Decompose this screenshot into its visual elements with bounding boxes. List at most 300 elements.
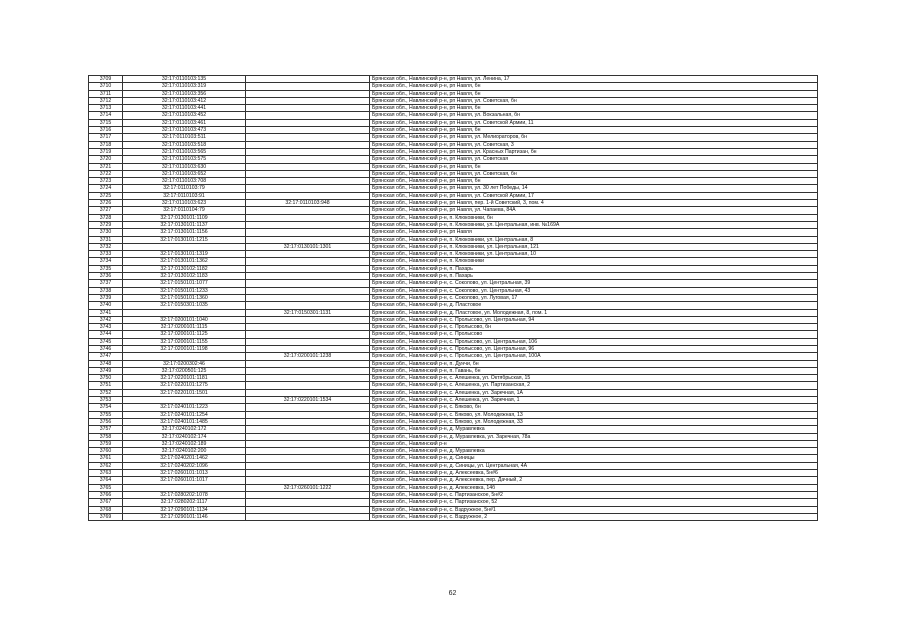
table-row (89, 440, 818, 447)
table-row (89, 513, 818, 520)
table-row (89, 448, 818, 455)
cadastral-number-cell (123, 353, 246, 360)
table-row (89, 134, 818, 141)
table-row (89, 141, 818, 148)
table-row (89, 506, 818, 513)
table-row (89, 105, 818, 112)
table-row (89, 353, 818, 360)
address-cell: Брянская обл., Навлинский р-н, д. Алексеевка, 14б (370, 484, 818, 491)
cadastral-number-cell: 32:17:0130102:1183 (123, 273, 246, 280)
address-cell: Брянская обл., Навлинский р-н, п. Клюковники, бн (370, 214, 818, 221)
cadastral-number-cell: 32:17:0130101:1215 (123, 236, 246, 243)
previous-cadastral-number-cell (246, 287, 370, 294)
table-row (89, 389, 818, 396)
cadastral-number-cell: 32:17:0200501:125 (123, 367, 246, 374)
cadastral-number-cell: 32:17:0240102:172 (123, 426, 246, 433)
previous-cadastral-number-cell (246, 163, 370, 170)
row-number-cell: 3716 (89, 127, 123, 134)
table-row (89, 97, 818, 104)
table-row (89, 462, 818, 469)
row-number-cell: 3730 (89, 229, 123, 236)
row-number-cell: 3762 (89, 462, 123, 469)
address-cell: Брянская обл., Навлинский р-н, п. Клюковники, ул. Центральная, 10 (370, 251, 818, 258)
cadastral-number-cell: 32:17:0200302:46 (123, 360, 246, 367)
previous-cadastral-number-cell (246, 214, 370, 221)
address-cell: Брянская обл., Навлинский р-н, рп Навля, бн (370, 163, 818, 170)
table-row (89, 214, 818, 221)
row-number-cell: 3751 (89, 382, 123, 389)
address-cell: Брянская обл., Навлинский р-н, д. Алексеевка, 5н#6 (370, 470, 818, 477)
address-cell: Брянская обл., Навлинский р-н, д. Пластовое (370, 302, 818, 309)
address-cell: Брянская обл., Навлинский р-н, д. Алексеевка, пер. Дачный, 2 (370, 477, 818, 484)
address-cell: Брянская обл., Навлинский р-н, д. Пластовое, ул. Молодежная, 8, пом. 1 (370, 309, 818, 316)
row-number-cell: 3720 (89, 156, 123, 163)
table-row (89, 185, 818, 192)
previous-cadastral-number-cell (246, 440, 370, 447)
address-cell: Брянская обл., Навлинский р-н, рп Навля, ул. Ленина, 17 (370, 76, 818, 83)
cadastral-number-cell: 32:17:0240101:1254 (123, 411, 246, 418)
previous-cadastral-number-cell (246, 127, 370, 134)
registry-table (88, 75, 818, 521)
address-cell: Брянская обл., Навлинский р-н, рп Навля, бн (370, 127, 818, 134)
address-cell: Брянская обл., Навлинский р-н, с. Вздружное, 2 (370, 513, 818, 520)
address-cell: Брянская обл., Навлинский р-н, с. Пролысово, бн (370, 324, 818, 331)
row-number-cell: 3726 (89, 200, 123, 207)
row-number-cell: 3768 (89, 506, 123, 513)
row-number-cell: 3741 (89, 309, 123, 316)
table-row (89, 192, 818, 199)
row-number-cell: 3743 (89, 324, 123, 331)
cadastral-number-cell: 32:17:0110103:135 (123, 76, 246, 83)
previous-cadastral-number-cell (246, 185, 370, 192)
row-number-cell: 3727 (89, 207, 123, 214)
address-cell: Брянская обл., Навлинский р-н, с. Алешенка, ул. Октябрьская, 15 (370, 375, 818, 382)
cadastral-number-cell: 32:17:0130101:1137 (123, 221, 246, 228)
previous-cadastral-number-cell (246, 192, 370, 199)
table-row (89, 360, 818, 367)
address-cell: Брянская обл., Навлинский р-н, с. Вздружное, 5н#1 (370, 506, 818, 513)
cadastral-number-cell: 32:17:0240202:1096 (123, 462, 246, 469)
address-cell: Брянская обл., Навлинский р-н, п. Гавань, бн (370, 367, 818, 374)
previous-cadastral-number-cell (246, 280, 370, 287)
row-number-cell: 3733 (89, 251, 123, 258)
address-cell: Брянская обл., Навлинский р-н, д. Синицы, ул. Центральная, 4А (370, 462, 818, 469)
previous-cadastral-number-cell (246, 273, 370, 280)
previous-cadastral-number-cell (246, 470, 370, 477)
address-cell: Брянская обл., Навлинский р-н, п. Клюковники, ул. Центральная, 8 (370, 236, 818, 243)
cadastral-number-cell: 32:17:0220101:1275 (123, 382, 246, 389)
previous-cadastral-number-cell (246, 382, 370, 389)
previous-cadastral-number-cell (246, 236, 370, 243)
address-cell: Брянская обл., Навлинский р-н, д. Муравлевка (370, 426, 818, 433)
previous-cadastral-number-cell (246, 119, 370, 126)
row-number-cell: 3752 (89, 389, 123, 396)
previous-cadastral-number-cell (246, 389, 370, 396)
cadastral-number-cell: 32:17:0280202:1078 (123, 491, 246, 498)
address-cell: Брянская обл., Навлинский р-н, д. Муравлевка (370, 448, 818, 455)
table-row (89, 418, 818, 425)
address-cell: Брянская обл., Навлинский р-н, с. Алешенка, ул. Партизанская, 2 (370, 382, 818, 389)
cadastral-number-cell (123, 397, 246, 404)
row-number-cell: 3721 (89, 163, 123, 170)
table-row (89, 375, 818, 382)
row-number-cell: 3729 (89, 221, 123, 228)
address-cell: Брянская обл., Навлинский р-н, с. Соколово, ул. Центральная, 43 (370, 287, 818, 294)
cadastral-number-cell: 32:17:0150101:1233 (123, 287, 246, 294)
cadastral-number-cell: 32:17:0200101:1198 (123, 345, 246, 352)
cadastral-number-cell: 32:17:0290101:1134 (123, 506, 246, 513)
row-number-cell: 3725 (89, 192, 123, 199)
table-row (89, 426, 818, 433)
cadastral-number-cell: 32:17:0110103:356 (123, 90, 246, 97)
address-cell: Брянская обл., Навлинский р-н, рп Навля, ул. Красных Партизан, бн (370, 148, 818, 155)
address-cell: Брянская обл., Навлинский р-н, с. Партизанское, 52 (370, 499, 818, 506)
row-number-cell: 3710 (89, 83, 123, 90)
previous-cadastral-number-cell (246, 302, 370, 309)
previous-cadastral-number-cell (246, 404, 370, 411)
row-number-cell: 3723 (89, 178, 123, 185)
table-row (89, 178, 818, 185)
previous-cadastral-number-cell: 32:17:0150301:1131 (246, 309, 370, 316)
row-number-cell: 3712 (89, 97, 123, 104)
cadastral-number-cell: 32:17:0110103:412 (123, 97, 246, 104)
cadastral-number-cell: 32:17:0110103:441 (123, 105, 246, 112)
previous-cadastral-number-cell (246, 265, 370, 272)
row-number-cell: 3736 (89, 273, 123, 280)
previous-cadastral-number-cell (246, 294, 370, 301)
table-row (89, 265, 818, 272)
cadastral-number-cell: 32:17:0110103:630 (123, 163, 246, 170)
table-row (89, 309, 818, 316)
cadastral-number-cell: 32:17:0150301:1035 (123, 302, 246, 309)
previous-cadastral-number-cell: 32:17:0110103:948 (246, 200, 370, 207)
cadastral-number-cell: 32:17:0110103:652 (123, 170, 246, 177)
address-cell: Брянская обл., Навлинский р-н, рп Навля, ул. Советская, бн (370, 170, 818, 177)
cadastral-number-cell: 32:17:0240102:200 (123, 448, 246, 455)
address-cell: Брянская обл., Навлинский р-н, с. Бяково, бн (370, 404, 818, 411)
cadastral-number-cell: 32:17:0280202:1117 (123, 499, 246, 506)
address-cell: Брянская обл., Навлинский р-н, рп Навля, бн (370, 105, 818, 112)
table-row (89, 294, 818, 301)
cadastral-number-cell (123, 484, 246, 491)
previous-cadastral-number-cell (246, 156, 370, 163)
cadastral-number-cell: 32:17:0200101:1155 (123, 338, 246, 345)
table-row (89, 367, 818, 374)
table-row (89, 163, 818, 170)
address-cell: Брянская обл., Навлинский р-н, д. Муравлевка, ул. Заречная, 78а (370, 433, 818, 440)
address-cell: Брянская обл., Навлинский р-н, п. Клюковники, ул. Центральная, 121 (370, 243, 818, 250)
table-row (89, 484, 818, 491)
previous-cadastral-number-cell (246, 251, 370, 258)
row-number-cell: 3719 (89, 148, 123, 155)
address-cell: Брянская обл., Навлинский р-н, п. Клюковники (370, 258, 818, 265)
row-number-cell: 3715 (89, 119, 123, 126)
table-row (89, 404, 818, 411)
row-number-cell: 3742 (89, 316, 123, 323)
table-row (89, 90, 818, 97)
address-cell: Брянская обл., Навлинский р-н, с. Пролысово, ул. Центральная, 106 (370, 338, 818, 345)
previous-cadastral-number-cell (246, 345, 370, 352)
address-cell: Брянская обл., Навлинский р-н, с. Пролысово, ул. Центральная, 94 (370, 316, 818, 323)
previous-cadastral-number-cell (246, 491, 370, 498)
cadastral-number-cell: 32:17:0260101:1013 (123, 470, 246, 477)
table-row (89, 433, 818, 440)
previous-cadastral-number-cell (246, 506, 370, 513)
cadastral-number-cell: 32:17:0130101:1319 (123, 251, 246, 258)
row-number-cell: 3744 (89, 331, 123, 338)
cadastral-number-cell: 32:17:0110103:461 (123, 119, 246, 126)
cadastral-number-cell: 32:17:0290101:1146 (123, 513, 246, 520)
address-cell: Брянская обл., Навлинский р-н, д. Синицы (370, 455, 818, 462)
registry-table-body (89, 76, 818, 521)
row-number-cell: 3745 (89, 338, 123, 345)
address-cell: Брянская обл., Навлинский р-н, с. Алешенка, ул. Заречная, 1А (370, 389, 818, 396)
row-number-cell: 3763 (89, 470, 123, 477)
address-cell: Брянская обл., Навлинский р-н, с. Бяково, ул. Молодежная, 13 (370, 411, 818, 418)
row-number-cell: 3766 (89, 491, 123, 498)
cadastral-number-cell: 32:17:0110103:452 (123, 112, 246, 119)
row-number-cell: 3737 (89, 280, 123, 287)
table-row (89, 127, 818, 134)
table-row (89, 302, 818, 309)
cadastral-number-cell: 32:17:0220101:1501 (123, 389, 246, 396)
address-cell: Брянская обл., Навлинский р-н, с. Соколово, ул. Луговая, 17 (370, 294, 818, 301)
table-row (89, 331, 818, 338)
cadastral-number-cell: 32:17:0110103:708 (123, 178, 246, 185)
address-cell: Брянская обл., Навлинский р-н, с. Пролысово, ул. Центральная, 100А (370, 353, 818, 360)
address-cell: Брянская обл., Навлинский р-н, рп Навля, ул. Советской Армии, 17 (370, 192, 818, 199)
row-number-cell: 3769 (89, 513, 123, 520)
table-row (89, 491, 818, 498)
previous-cadastral-number-cell (246, 258, 370, 265)
row-number-cell: 3765 (89, 484, 123, 491)
previous-cadastral-number-cell (246, 433, 370, 440)
row-number-cell: 3738 (89, 287, 123, 294)
table-row (89, 287, 818, 294)
address-cell: Брянская обл., Навлинский р-н, рп Навля, ул. Мелиораторов, бн (370, 134, 818, 141)
previous-cadastral-number-cell (246, 338, 370, 345)
row-number-cell: 3755 (89, 411, 123, 418)
previous-cadastral-number-cell: 32:17:0260101:1222 (246, 484, 370, 491)
table-row (89, 382, 818, 389)
previous-cadastral-number-cell (246, 513, 370, 520)
previous-cadastral-number-cell (246, 148, 370, 155)
previous-cadastral-number-cell (246, 375, 370, 382)
previous-cadastral-number-cell (246, 90, 370, 97)
table-row (89, 76, 818, 83)
row-number-cell: 3714 (89, 112, 123, 119)
row-number-cell: 3717 (89, 134, 123, 141)
address-cell: Брянская обл., Навлинский р-н, рп Навля, бн (370, 178, 818, 185)
cadastral-number-cell: 32:17:0110103:575 (123, 156, 246, 163)
cadastral-number-cell: 32:17:0200101:1115 (123, 324, 246, 331)
cadastral-number-cell: 32:17:0220101:1181 (123, 375, 246, 382)
address-cell: Брянская обл., Навлинский р-н, рп Навля, ул. Чапаева, 84А (370, 207, 818, 214)
table-row (89, 258, 818, 265)
table-row (89, 273, 818, 280)
table-row (89, 251, 818, 258)
address-cell: Брянская обл., Навлинский р-н, с. Партизанское, 5н#2 (370, 491, 818, 498)
address-cell: Брянская обл., Навлинский р-н, п. Дунчи, бн (370, 360, 818, 367)
table-row (89, 477, 818, 484)
previous-cadastral-number-cell (246, 324, 370, 331)
previous-cadastral-number-cell (246, 134, 370, 141)
table-row (89, 229, 818, 236)
row-number-cell: 3735 (89, 265, 123, 272)
row-number-cell: 3750 (89, 375, 123, 382)
cadastral-number-cell: 32:17:0130101:1362 (123, 258, 246, 265)
address-cell: Брянская обл., Навлинский р-н, рп Навля, бн (370, 90, 818, 97)
row-number-cell: 3759 (89, 440, 123, 447)
previous-cadastral-number-cell (246, 455, 370, 462)
cadastral-number-cell: 32:17:0130101:1109 (123, 214, 246, 221)
cadastral-number-cell: 32:17:0130101:1156 (123, 229, 246, 236)
cadastral-number-cell: 32:17:0200101:1040 (123, 316, 246, 323)
row-number-cell: 3767 (89, 499, 123, 506)
row-number-cell: 3753 (89, 397, 123, 404)
cadastral-number-cell (123, 243, 246, 250)
previous-cadastral-number-cell (246, 448, 370, 455)
row-number-cell: 3718 (89, 141, 123, 148)
previous-cadastral-number-cell: 32:17:0220101:1534 (246, 397, 370, 404)
address-cell: Брянская обл., Навлинский р-н, рп Навля, бн (370, 83, 818, 90)
table-row (89, 338, 818, 345)
previous-cadastral-number-cell (246, 462, 370, 469)
row-number-cell: 3722 (89, 170, 123, 177)
previous-cadastral-number-cell (246, 97, 370, 104)
table-row (89, 170, 818, 177)
table-row (89, 83, 818, 90)
page-number: 62 (448, 590, 457, 597)
address-cell: Брянская обл., Навлинский р-н, с. Соколово, ул. Центральная, 39 (370, 280, 818, 287)
row-number-cell: 3732 (89, 243, 123, 250)
address-cell: Брянская обл., Навлинский р-н, с. Алешенка, ул. Заречная, 1 (370, 397, 818, 404)
row-number-cell: 3754 (89, 404, 123, 411)
address-cell: Брянская обл., Навлинский р-н, рп Навля, ул. Советская (370, 156, 818, 163)
previous-cadastral-number-cell (246, 178, 370, 185)
previous-cadastral-number-cell (246, 331, 370, 338)
row-number-cell: 3728 (89, 214, 123, 221)
previous-cadastral-number-cell (246, 316, 370, 323)
previous-cadastral-number-cell (246, 360, 370, 367)
row-number-cell: 3760 (89, 448, 123, 455)
row-number-cell: 3731 (89, 236, 123, 243)
table-row (89, 316, 818, 323)
cadastral-number-cell: 32:17:0110103:91 (123, 192, 246, 199)
previous-cadastral-number-cell (246, 105, 370, 112)
table-row (89, 221, 818, 228)
address-cell: Брянская обл., Навлинский р-н, с. Бяково, ул. Молодежная, 33 (370, 418, 818, 425)
cadastral-number-cell: 32:17:0110103:473 (123, 127, 246, 134)
cadastral-number-cell: 32:17:0110103:319 (123, 83, 246, 90)
address-cell: Брянская обл., Навлинский р-н, рп Навля (370, 229, 818, 236)
table-row (89, 200, 818, 207)
cadastral-number-cell: 32:17:0110103:511 (123, 134, 246, 141)
table-row (89, 243, 818, 250)
row-number-cell: 3764 (89, 477, 123, 484)
previous-cadastral-number-cell (246, 83, 370, 90)
address-cell: Брянская обл., Навлинский р-н, с. Пролысово (370, 331, 818, 338)
cadastral-number-cell: 32:17:0110104:79 (123, 207, 246, 214)
table-row (89, 499, 818, 506)
row-number-cell: 3756 (89, 418, 123, 425)
previous-cadastral-number-cell (246, 221, 370, 228)
previous-cadastral-number-cell (246, 426, 370, 433)
cadastral-number-cell: 32:17:0110103:565 (123, 148, 246, 155)
address-cell: Брянская обл., Навлинский р-н (370, 440, 818, 447)
cadastral-number-cell (123, 309, 246, 316)
row-number-cell: 3709 (89, 76, 123, 83)
cadastral-number-cell: 32:17:0130102:1182 (123, 265, 246, 272)
previous-cadastral-number-cell (246, 477, 370, 484)
previous-cadastral-number-cell: 32:17:0130101:1301 (246, 243, 370, 250)
cadastral-number-cell: 32:17:0150101:1077 (123, 280, 246, 287)
previous-cadastral-number-cell (246, 229, 370, 236)
previous-cadastral-number-cell (246, 411, 370, 418)
table-row (89, 207, 818, 214)
cadastral-number-cell: 32:17:0240201:1462 (123, 455, 246, 462)
table-row (89, 156, 818, 163)
previous-cadastral-number-cell (246, 418, 370, 425)
previous-cadastral-number-cell: 32:17:0200101:1238 (246, 353, 370, 360)
table-row (89, 324, 818, 331)
cadastral-number-cell: 32:17:0240101:1485 (123, 418, 246, 425)
table-row (89, 411, 818, 418)
cadastral-number-cell: 32:17:0240101:1223 (123, 404, 246, 411)
cadastral-number-cell: 32:17:0240102:189 (123, 440, 246, 447)
row-number-cell: 3740 (89, 302, 123, 309)
address-cell: Брянская обл., Навлинский р-н, рп Навля, ул. Советской Армии, 11 (370, 119, 818, 126)
row-number-cell: 3758 (89, 433, 123, 440)
cadastral-number-cell: 32:17:0200101:1125 (123, 331, 246, 338)
row-number-cell: 3757 (89, 426, 123, 433)
row-number-cell: 3749 (89, 367, 123, 374)
row-number-cell: 3713 (89, 105, 123, 112)
cadastral-number-cell: 32:17:0110103:518 (123, 141, 246, 148)
cadastral-number-cell: 32:17:0240102:174 (123, 433, 246, 440)
row-number-cell: 3739 (89, 294, 123, 301)
address-cell: Брянская обл., Навлинский р-н, п. Пахарь (370, 273, 818, 280)
table-row (89, 470, 818, 477)
address-cell: Брянская обл., Навлинский р-н, рп Навля, ул. Вокзальная, бн (370, 112, 818, 119)
row-number-cell: 3748 (89, 360, 123, 367)
table-row (89, 345, 818, 352)
previous-cadastral-number-cell (246, 141, 370, 148)
table-row (89, 280, 818, 287)
previous-cadastral-number-cell (246, 207, 370, 214)
table-row (89, 148, 818, 155)
table-row (89, 119, 818, 126)
row-number-cell: 3711 (89, 90, 123, 97)
row-number-cell: 3747 (89, 353, 123, 360)
previous-cadastral-number-cell (246, 499, 370, 506)
row-number-cell: 3724 (89, 185, 123, 192)
previous-cadastral-number-cell (246, 112, 370, 119)
row-number-cell: 3746 (89, 345, 123, 352)
cadastral-number-cell: 32:17:0110103:79 (123, 185, 246, 192)
address-cell: Брянская обл., Навлинский р-н, рп Навля, пер. 1-й Советский, 3, пом. 4 (370, 200, 818, 207)
table-row (89, 397, 818, 404)
cadastral-number-cell: 32:17:0260101:1017 (123, 477, 246, 484)
table-row (89, 236, 818, 243)
previous-cadastral-number-cell (246, 76, 370, 83)
address-cell: Брянская обл., Навлинский р-н, рп Навля, ул. Советская, 3 (370, 141, 818, 148)
address-cell: Брянская обл., Навлинский р-н, с. Пролысово, ул. Центральная, 96 (370, 345, 818, 352)
cadastral-number-cell: 32:17:0150101:1360 (123, 294, 246, 301)
address-cell: Брянская обл., Навлинский р-н, рп Навля, ул. Советская, бн (370, 97, 818, 104)
previous-cadastral-number-cell (246, 170, 370, 177)
address-cell: Брянская обл., Навлинский р-н, рп Навля, ул. 30 лет Победы, 14 (370, 185, 818, 192)
